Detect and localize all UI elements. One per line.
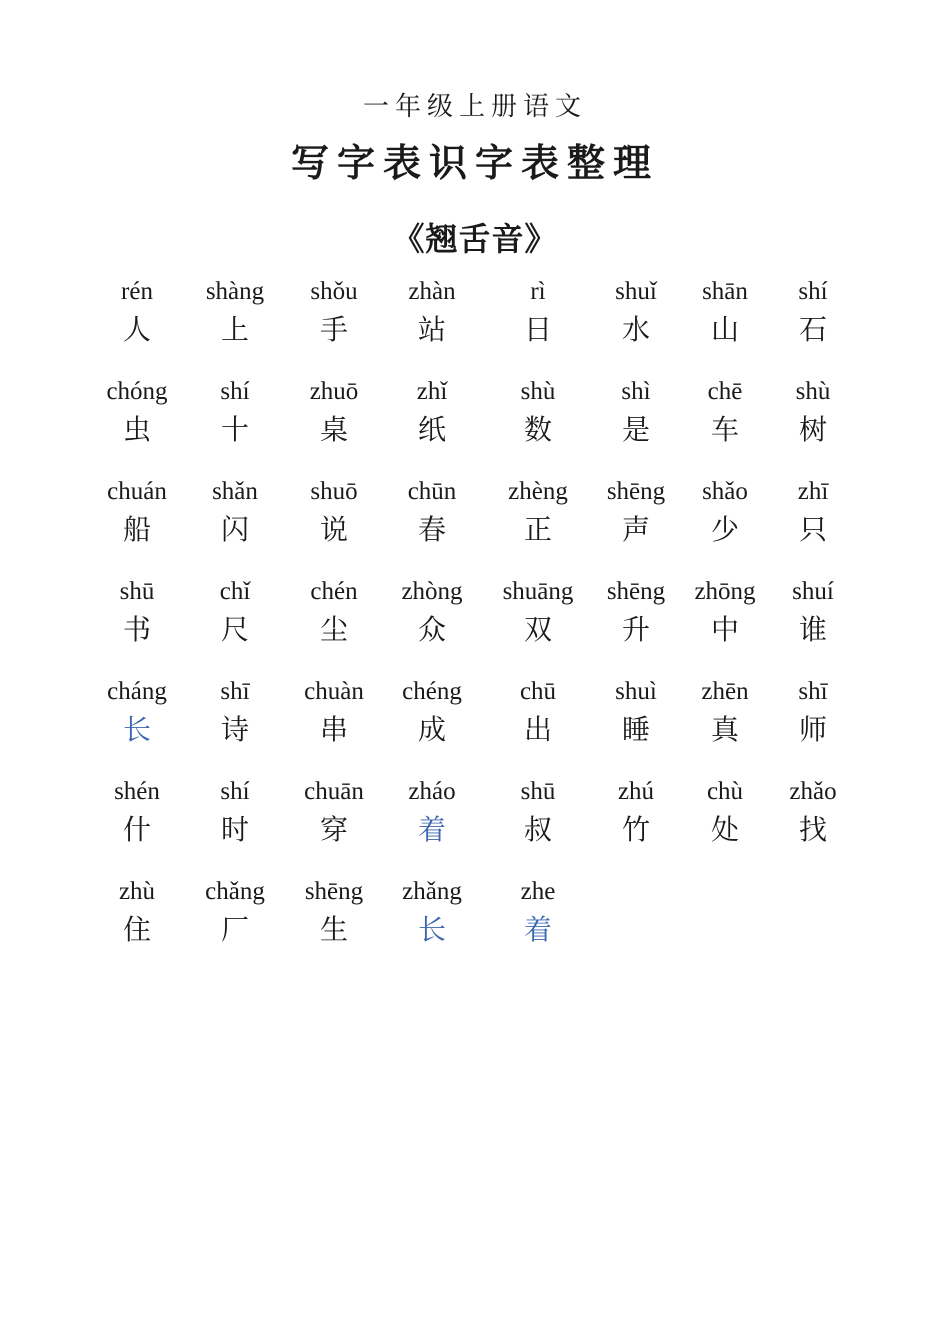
pinyin-label: shī <box>220 678 250 705</box>
hanzi-character: 说 <box>319 513 348 546</box>
character-cell <box>382 476 482 550</box>
character-cell <box>763 376 863 450</box>
hanzi-character-highlighted: 着 <box>417 813 446 846</box>
pinyin-label: zhú <box>617 778 655 805</box>
pinyin-label: zhù <box>118 878 156 905</box>
grid-row <box>0 676 950 776</box>
character-cell <box>488 676 588 750</box>
hanzi-character: 手 <box>319 313 348 346</box>
pinyin-label: zhǐ <box>416 378 448 405</box>
pinyin-label: zhǎo <box>789 778 837 805</box>
character-cell <box>382 376 482 450</box>
pinyin-label: chuān <box>304 778 364 805</box>
hanzi-character: 数 <box>523 413 552 446</box>
pinyin-label: shī <box>798 678 828 705</box>
hanzi-character: 真 <box>710 713 739 746</box>
character-cell <box>185 776 285 850</box>
pinyin-label: chūn <box>407 478 457 505</box>
pinyin-label: shǒu <box>310 278 358 305</box>
hanzi-character: 是 <box>621 413 650 446</box>
pinyin-label: zhuō <box>309 378 359 405</box>
hanzi-character: 时 <box>220 813 249 846</box>
pinyin-label: chū <box>519 678 557 705</box>
character-cell <box>488 476 588 550</box>
hanzi-character-highlighted: 着 <box>523 913 552 946</box>
character-cell <box>185 276 285 350</box>
character-cell <box>675 276 775 350</box>
pinyin-label: shān <box>702 278 748 305</box>
hanzi-character: 处 <box>710 813 739 846</box>
hanzi-character: 中 <box>710 613 739 646</box>
grid-row <box>0 376 950 476</box>
character-cell <box>586 676 686 750</box>
hanzi-character: 上 <box>220 313 249 346</box>
pinyin-label: cháng <box>107 678 167 705</box>
character-cell <box>382 676 482 750</box>
hanzi-character: 闪 <box>220 513 249 546</box>
pinyin-label: shí <box>220 778 250 805</box>
hanzi-character: 厂 <box>220 913 249 946</box>
document-subtitle: 一年级上册语文 <box>362 92 587 122</box>
grid-row <box>0 876 950 976</box>
character-cell <box>185 876 285 950</box>
pinyin-label: rì <box>530 278 546 305</box>
hanzi-character: 睡 <box>621 713 650 746</box>
character-cell <box>185 576 285 650</box>
character-cell <box>284 376 384 450</box>
hanzi-character: 十 <box>220 413 249 446</box>
hanzi-character: 山 <box>710 313 739 346</box>
pinyin-label: shēng <box>606 478 666 505</box>
hanzi-character: 春 <box>417 513 446 546</box>
character-cell <box>763 776 863 850</box>
pinyin-label: zhōng <box>694 578 756 605</box>
character-cell <box>87 576 187 650</box>
hanzi-character: 叔 <box>523 813 552 846</box>
pinyin-label: shuì <box>615 678 657 705</box>
character-grid <box>0 276 950 976</box>
character-cell <box>284 476 384 550</box>
pinyin-label: chǎng <box>205 878 265 905</box>
pinyin-label: shǎo <box>702 478 748 505</box>
character-cell <box>382 276 482 350</box>
character-cell <box>185 376 285 450</box>
character-cell <box>382 576 482 650</box>
pinyin-label: rén <box>121 278 153 305</box>
grid-row <box>0 576 950 676</box>
character-cell <box>87 676 187 750</box>
pinyin-label: shì <box>621 378 651 405</box>
hanzi-character: 成 <box>417 713 446 746</box>
pinyin-label: zhǎng <box>402 878 462 905</box>
character-cell <box>87 476 187 550</box>
pinyin-label: shēng <box>304 878 364 905</box>
pinyin-label: zhàn <box>408 278 456 305</box>
pinyin-label: zhèng <box>508 478 568 505</box>
character-cell <box>87 276 187 350</box>
hanzi-character: 诗 <box>220 713 249 746</box>
character-cell <box>675 676 775 750</box>
pinyin-label: chuàn <box>304 678 364 705</box>
character-cell <box>284 276 384 350</box>
hanzi-character: 虫 <box>122 413 151 446</box>
hanzi-character: 竹 <box>621 813 650 846</box>
pinyin-label: zhēn <box>701 678 749 705</box>
grid-row <box>0 776 950 876</box>
pinyin-label: shù <box>795 378 831 405</box>
pinyin-label: chéng <box>402 678 462 705</box>
hanzi-character: 众 <box>417 613 446 646</box>
pinyin-label: shàng <box>205 278 265 305</box>
pinyin-label: shuí <box>792 578 834 605</box>
character-cell <box>586 476 686 550</box>
pinyin-label: zhī <box>797 478 829 505</box>
hanzi-character: 车 <box>710 413 739 446</box>
character-cell <box>586 776 686 850</box>
character-cell <box>87 776 187 850</box>
pinyin-label: chē <box>707 378 743 405</box>
hanzi-character: 正 <box>523 513 552 546</box>
hanzi-character: 尘 <box>319 613 348 646</box>
character-cell <box>488 876 588 950</box>
pinyin-label: shuō <box>310 478 358 505</box>
character-cell <box>675 476 775 550</box>
pinyin-label: shuāng <box>502 578 574 605</box>
section-heading: 《翘舌音》 <box>392 220 558 258</box>
pinyin-label: shí <box>798 278 828 305</box>
pinyin-label: zhe <box>520 878 556 905</box>
character-cell <box>763 576 863 650</box>
pinyin-label: chuán <box>107 478 167 505</box>
character-cell <box>284 776 384 850</box>
hanzi-character: 树 <box>798 413 827 446</box>
hanzi-character: 只 <box>798 513 827 546</box>
character-cell <box>87 376 187 450</box>
character-cell <box>586 576 686 650</box>
hanzi-character-highlighted: 长 <box>417 913 446 946</box>
pinyin-label: shēng <box>606 578 666 605</box>
pinyin-label: zhòng <box>401 578 463 605</box>
character-cell <box>488 776 588 850</box>
character-cell <box>185 476 285 550</box>
hanzi-character: 石 <box>798 313 827 346</box>
character-cell <box>284 876 384 950</box>
hanzi-character: 师 <box>798 713 827 746</box>
character-cell <box>488 276 588 350</box>
hanzi-character: 日 <box>523 313 552 346</box>
character-cell <box>763 476 863 550</box>
character-cell <box>382 776 482 850</box>
character-cell <box>586 376 686 450</box>
pinyin-label: shí <box>220 378 250 405</box>
hanzi-character: 找 <box>798 813 827 846</box>
hanzi-character: 人 <box>122 313 151 346</box>
hanzi-character: 尺 <box>220 613 249 646</box>
pinyin-label: chù <box>706 778 744 805</box>
hanzi-character: 住 <box>122 913 151 946</box>
hanzi-character: 升 <box>621 613 650 646</box>
hanzi-character: 声 <box>621 513 650 546</box>
grid-row <box>0 476 950 576</box>
pinyin-label: chóng <box>106 378 168 405</box>
hanzi-character-highlighted: 长 <box>122 713 151 746</box>
grid-row <box>0 276 950 376</box>
hanzi-character: 书 <box>122 613 151 646</box>
pinyin-label: shū <box>119 578 155 605</box>
character-cell <box>382 876 482 950</box>
character-cell <box>763 276 863 350</box>
hanzi-character: 什 <box>122 813 151 846</box>
document-title: 写字表识字表整理 <box>290 140 659 185</box>
character-cell <box>284 676 384 750</box>
hanzi-character: 穿 <box>319 813 348 846</box>
character-cell <box>586 276 686 350</box>
hanzi-character: 船 <box>122 513 151 546</box>
character-cell <box>185 676 285 750</box>
hanzi-character: 纸 <box>417 413 446 446</box>
pinyin-label: chǐ <box>219 578 251 605</box>
pinyin-label: shuǐ <box>615 278 657 305</box>
hanzi-character: 双 <box>523 613 552 646</box>
pinyin-label: shén <box>114 778 160 805</box>
pinyin-label: shū <box>520 778 556 805</box>
character-cell <box>284 576 384 650</box>
hanzi-character: 出 <box>523 713 552 746</box>
character-cell <box>87 876 187 950</box>
hanzi-character: 站 <box>417 313 446 346</box>
hanzi-character: 串 <box>319 713 348 746</box>
pinyin-label: zháo <box>408 778 456 805</box>
character-cell <box>675 576 775 650</box>
character-cell <box>763 676 863 750</box>
pinyin-label: chén <box>310 578 358 605</box>
hanzi-character: 少 <box>710 513 739 546</box>
hanzi-character: 水 <box>621 313 650 346</box>
hanzi-character: 谁 <box>798 613 827 646</box>
hanzi-character: 桌 <box>319 413 348 446</box>
character-cell <box>488 376 588 450</box>
character-cell <box>675 376 775 450</box>
pinyin-label: shǎn <box>212 478 258 505</box>
character-cell <box>675 776 775 850</box>
character-cell <box>488 576 588 650</box>
pinyin-label: shù <box>520 378 556 405</box>
hanzi-character: 生 <box>319 913 348 946</box>
